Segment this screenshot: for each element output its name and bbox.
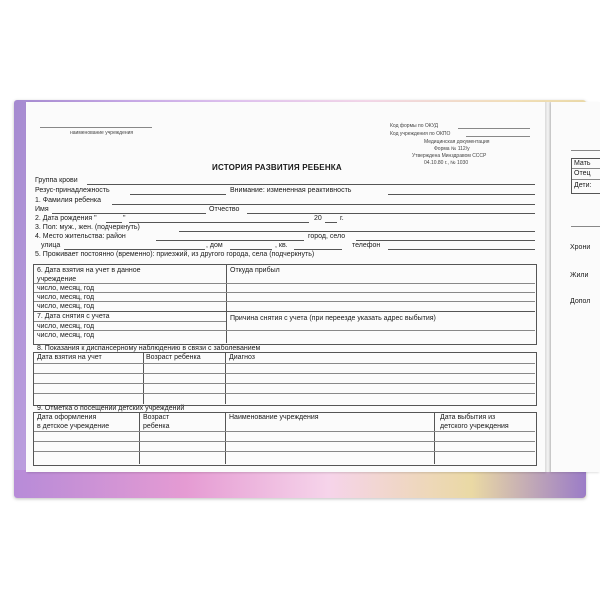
dmy-label: число, месяц, год <box>37 294 95 301</box>
right-rule <box>571 226 600 227</box>
table-rule <box>34 311 535 312</box>
attention-label: Внимание: измененная реактивность <box>230 187 352 194</box>
visits-col-leave-2: детского учреждения <box>440 423 509 430</box>
table-rule <box>34 363 535 364</box>
dmy-label: число, месяц, год <box>37 323 95 330</box>
table-rule <box>34 330 535 331</box>
year-suffix: г. <box>340 215 344 222</box>
children-label: Дети: <box>574 182 592 189</box>
house-label: , дом <box>206 242 223 249</box>
table-rule <box>34 321 226 322</box>
right-rule <box>572 179 600 180</box>
visits-col-date-1: Дата оформления <box>37 414 97 421</box>
dispensary-title: 8. Показания к диспансерному наблюдению в связи с заболеванием <box>37 345 261 352</box>
visits-title: 9. Отметка о посещении детских учреждений <box>37 405 185 412</box>
surname-label: 1. Фамилия ребенка <box>35 197 101 204</box>
table-col <box>139 413 140 464</box>
registration-date-label: 6. Дата взятия на учет в данное <box>37 267 141 274</box>
name-line[interactable] <box>52 213 206 214</box>
table-rule <box>34 431 535 432</box>
table-rule <box>34 301 535 302</box>
sex-line[interactable] <box>179 231 535 232</box>
sex-label: 3. Пол: муж., жен. (подчеркнуть) <box>35 224 140 231</box>
registration-date-label-2: учреждение <box>37 276 77 283</box>
birth-month-line[interactable] <box>129 222 309 223</box>
approval-date: 04.10.80 г., № 1030 <box>424 160 469 166</box>
table-rule <box>34 383 535 384</box>
street-label: улица <box>41 242 61 249</box>
blood-group-label: Группа крови <box>35 177 78 184</box>
rh-line[interactable] <box>130 194 226 195</box>
table-col <box>434 413 435 464</box>
table-rule <box>34 393 535 394</box>
house-line[interactable] <box>230 249 272 250</box>
phone-line[interactable] <box>388 249 535 250</box>
dmy-label: число, месяц, год <box>37 303 95 310</box>
okud-line <box>458 128 530 129</box>
apt-label: , кв. <box>275 242 288 249</box>
housing-label: Жили <box>570 272 589 279</box>
dmy-label: число, месяц, год <box>37 285 95 292</box>
birth-date-label: 2. Дата рождения " <box>35 215 97 222</box>
chronic-label: Хрони <box>570 244 591 251</box>
form-page-right <box>551 102 600 472</box>
deregistration-date-label: 7. Дата снятия с учета <box>37 313 110 320</box>
city-line[interactable] <box>356 240 535 241</box>
right-rule <box>571 150 600 151</box>
table-col <box>143 353 144 404</box>
form-title: ИСТОРИЯ РАЗВИТИЯ РЕБЕНКА <box>212 163 342 172</box>
street-line[interactable] <box>64 249 205 250</box>
residence-label: 4. Место жительства: район <box>35 233 126 240</box>
med-doc-label: Медицинская документация <box>424 139 490 145</box>
table-rule <box>34 441 535 442</box>
phone-label: телефон <box>352 242 381 249</box>
dispensary-col-age: Возраст ребенка <box>146 354 201 361</box>
okud-label: Код формы по ОКУД <box>390 123 439 129</box>
visits-col-date-2: в детское учреждение <box>37 423 110 430</box>
table-col <box>225 353 226 404</box>
rh-label: Резус-принадлежность <box>35 187 110 194</box>
table-rule <box>34 451 535 452</box>
table-rule <box>34 373 535 374</box>
institution-line <box>40 127 152 128</box>
blood-group-line[interactable] <box>87 184 535 185</box>
visits-col-institution: Наименование учреждения <box>229 414 319 421</box>
right-rule <box>572 168 600 169</box>
approved-label: Утверждена Минздравом СССР <box>412 153 487 159</box>
dmy-label: число, месяц, год <box>37 332 95 339</box>
book-cover-edge <box>14 470 586 498</box>
dispensary-col-date: Дата взятия на учет <box>37 354 102 361</box>
table-col <box>225 413 226 464</box>
birth-year-line[interactable] <box>325 222 337 223</box>
birth-date-quote: " <box>123 215 126 222</box>
table-rule <box>34 292 535 293</box>
father-label: Отец <box>574 170 591 177</box>
table-rule <box>34 283 535 284</box>
okpo-label: Код учреждения по ОКПО <box>390 131 451 137</box>
apt-line[interactable] <box>294 249 342 250</box>
visits-col-age-1: Возраст <box>143 414 170 421</box>
name-label: Имя <box>35 206 49 213</box>
residence-type-label: 5. Проживает постоянно (временно): приезжий, из другого города, села (подчеркнуть) <box>35 251 315 258</box>
registration-table <box>33 264 537 345</box>
mother-label: Мать <box>574 160 591 167</box>
birth-day-line[interactable] <box>106 222 122 223</box>
deregistration-reason-label: Причина снятия с учета (при переезде указать адрес выбытия) <box>230 315 436 322</box>
year-prefix: 20 <box>314 215 322 222</box>
dispensary-col-diagnosis: Диагноз <box>229 354 255 361</box>
form-page-left <box>26 102 545 472</box>
okpo-line <box>466 136 530 137</box>
dispensary-table <box>33 352 537 406</box>
visits-col-leave-1: Дата выбытия из <box>440 414 496 421</box>
district-line[interactable] <box>156 240 304 241</box>
form-number: Форма № 112/у <box>434 146 470 152</box>
extra-label: Допол <box>570 298 591 305</box>
patronymic-label: Отчество <box>209 206 240 213</box>
patronymic-line[interactable] <box>247 213 535 214</box>
institution-caption: наименование учреждения <box>70 130 134 136</box>
arrived-from-label: Откуда прибыл <box>230 267 280 274</box>
surname-line[interactable] <box>112 204 535 205</box>
attention-line[interactable] <box>388 194 535 195</box>
city-label: город, село <box>308 233 346 240</box>
registration-divider <box>226 265 227 343</box>
visits-col-age-2: ребенка <box>143 423 170 430</box>
